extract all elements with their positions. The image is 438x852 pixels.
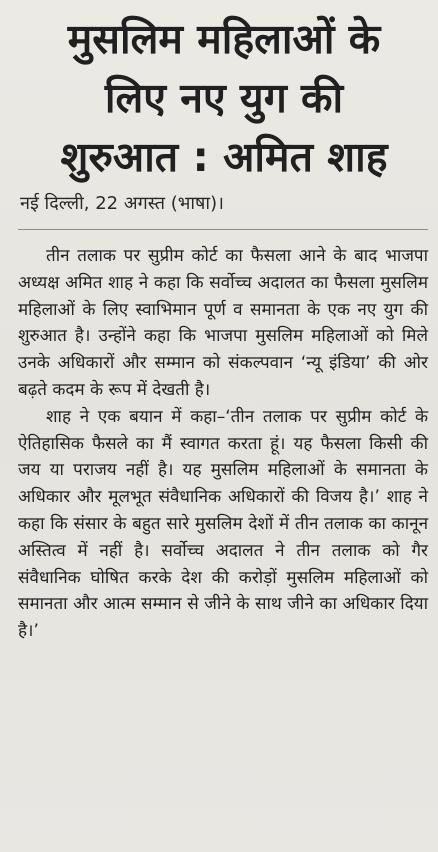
- headline-line: लिए नए युग की: [104, 74, 344, 122]
- headline-line: शुरुआत : अमित शाह: [60, 133, 388, 181]
- article-body: [18, 243, 428, 645]
- paragraph: शाह ने एक बयान में कहा–‘तीन तलाक पर सुप्रीम कोर्ट के ऐतिहासिक फैसले का मैं स्वागत करता हूं। यह फैसला किसी की जय या पराजय नहीं है। यह मुसलिम महिलाओं के समानता के अधिकार और मूलभूत संवैधानिक अधिकारों की विजय है।’ शाह ने कहा कि संसार के बहुत सारे मुसलिम देशों में तीन तलाक का कानून अस्तित्व में नहीं है। सर्वोच्च अदालत ने तीन तलाक को गैर संवैधानिक घोषित करके देश की करोड़ों मुसलिम महिलाओं को समानता और आत्म सम्मान से जीने के साथ जीने का अधिकार दिया है।’: [18, 406, 428, 642]
- divider: [18, 229, 428, 230]
- dateline: नई दिल्ली, 22 अगस्त (भाषा)।: [20, 193, 224, 214]
- headline-line: मुसलिम महिलाओं के: [67, 15, 381, 63]
- paragraph: तीन तलाक पर सुप्रीम कोर्ट का फैसला आने के बाद भाजपा अध्यक्ष अमित शाह ने कहा कि सर्वोच्च अदालत का फैसला मुसलिम महिलाओं के लिए स्वाभिमान पूर्ण व समानता के एक नए युग की शुरुआत है। उन्होंने कहा कि भाजपा मुसलिम महिलाओं को मिले उनके अधिकारों और सम्मान को संकल्पवान ‘न्यू इंडिया’ की ओर बढ़ते कदम के रूप में देखती है।: [18, 246, 428, 400]
- headline: [26, 10, 422, 187]
